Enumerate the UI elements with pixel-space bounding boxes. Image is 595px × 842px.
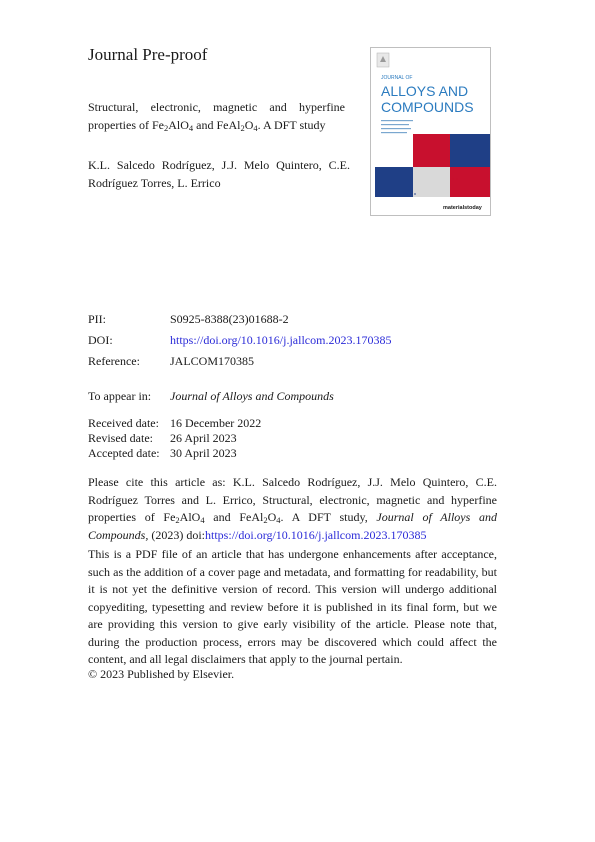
pdf-notice-paragraph: This is a PDF file of an article that has undergone enhancements after acceptance, such as the addition of a cover page and metadata, and formatting for readability, but it is not yet the definitive version of record. This version will undergo additional copyediting, typesetting and review before it is published in its final form, but we are providing this version to give early visibility of the article. Please note that, during the production process, errors may be discovered which could affect the content, and all legal disclaimers that apply to the journal pertain.	[88, 547, 497, 666]
article-title: Structural, electronic, magnetic and hyperfine properties of $Fe_2AlO_4$ and $FeAl_2O_4$. A DFT study	[88, 100, 345, 133]
pii-label: PII:	[88, 312, 106, 326]
appear-label: To appear in:	[88, 389, 152, 403]
reference-value: JALCOM170385	[170, 354, 255, 368]
cover-grey-block	[413, 167, 450, 197]
citation-doi-link[interactable]: https://doi.org/10.1016/j.jallcom.2023.170385	[205, 527, 427, 542]
copyright-notice: © 2023 Published by Elsevier.	[88, 667, 235, 681]
accepted-label: Accepted date:	[88, 446, 160, 460]
journal-cover-image	[370, 47, 491, 216]
appear-value: Journal of Alloys and Compounds	[170, 389, 334, 403]
cover-artwork	[371, 48, 490, 215]
revised-label: Revised date:	[88, 431, 153, 445]
accepted-value: 30 April 2023	[170, 446, 237, 460]
cover-title-line3: COMPOUNDS	[381, 99, 474, 115]
received-label: Received date:	[88, 416, 159, 430]
cover-navy-block-2	[375, 167, 413, 197]
doi-link[interactable]: https://doi.org/10.1016/j.jallcom.2023.170385	[170, 333, 392, 347]
cover-red-block	[413, 134, 450, 167]
doi-label: DOI:	[88, 333, 113, 347]
received-value: 16 December 2022	[170, 416, 262, 430]
reference-label: Reference:	[88, 354, 140, 368]
revised-value: 26 April 2023	[170, 431, 237, 445]
cover-title-line1: JOURNAL OF	[381, 75, 413, 81]
article-authors: K.L. Salcedo Rodríguez, J.J. Melo Quintero, C.E. Rodríguez Torres, L. Errico	[88, 158, 350, 190]
journal-pre-proof-label: Journal Pre-proof	[88, 45, 208, 64]
cover-title-line2: ALLOYS AND	[381, 83, 469, 99]
pii-value: S0925-8388(23)01688-2	[170, 312, 289, 326]
citation-paragraph: Please cite this article as: K.L. Salcedo Rodríguez, J.J. Melo Quintero, C.E. Rodríguez Torres and L. Errico, Structural, electronic, magnetic and hyperfine properties of $Fe_2AlO_4$ and $FeAl_2O_4$. A DFT study, Journal of Alloys and Compounds, (2023) doi:https://doi.org/10.1016/j.jallcom.2023.170385	[88, 475, 498, 542]
citation-journal: Journal of Alloys and Compounds,	[88, 510, 498, 542]
cover-navy-block	[450, 134, 490, 167]
cover-publisher: materialstoday	[443, 205, 482, 211]
